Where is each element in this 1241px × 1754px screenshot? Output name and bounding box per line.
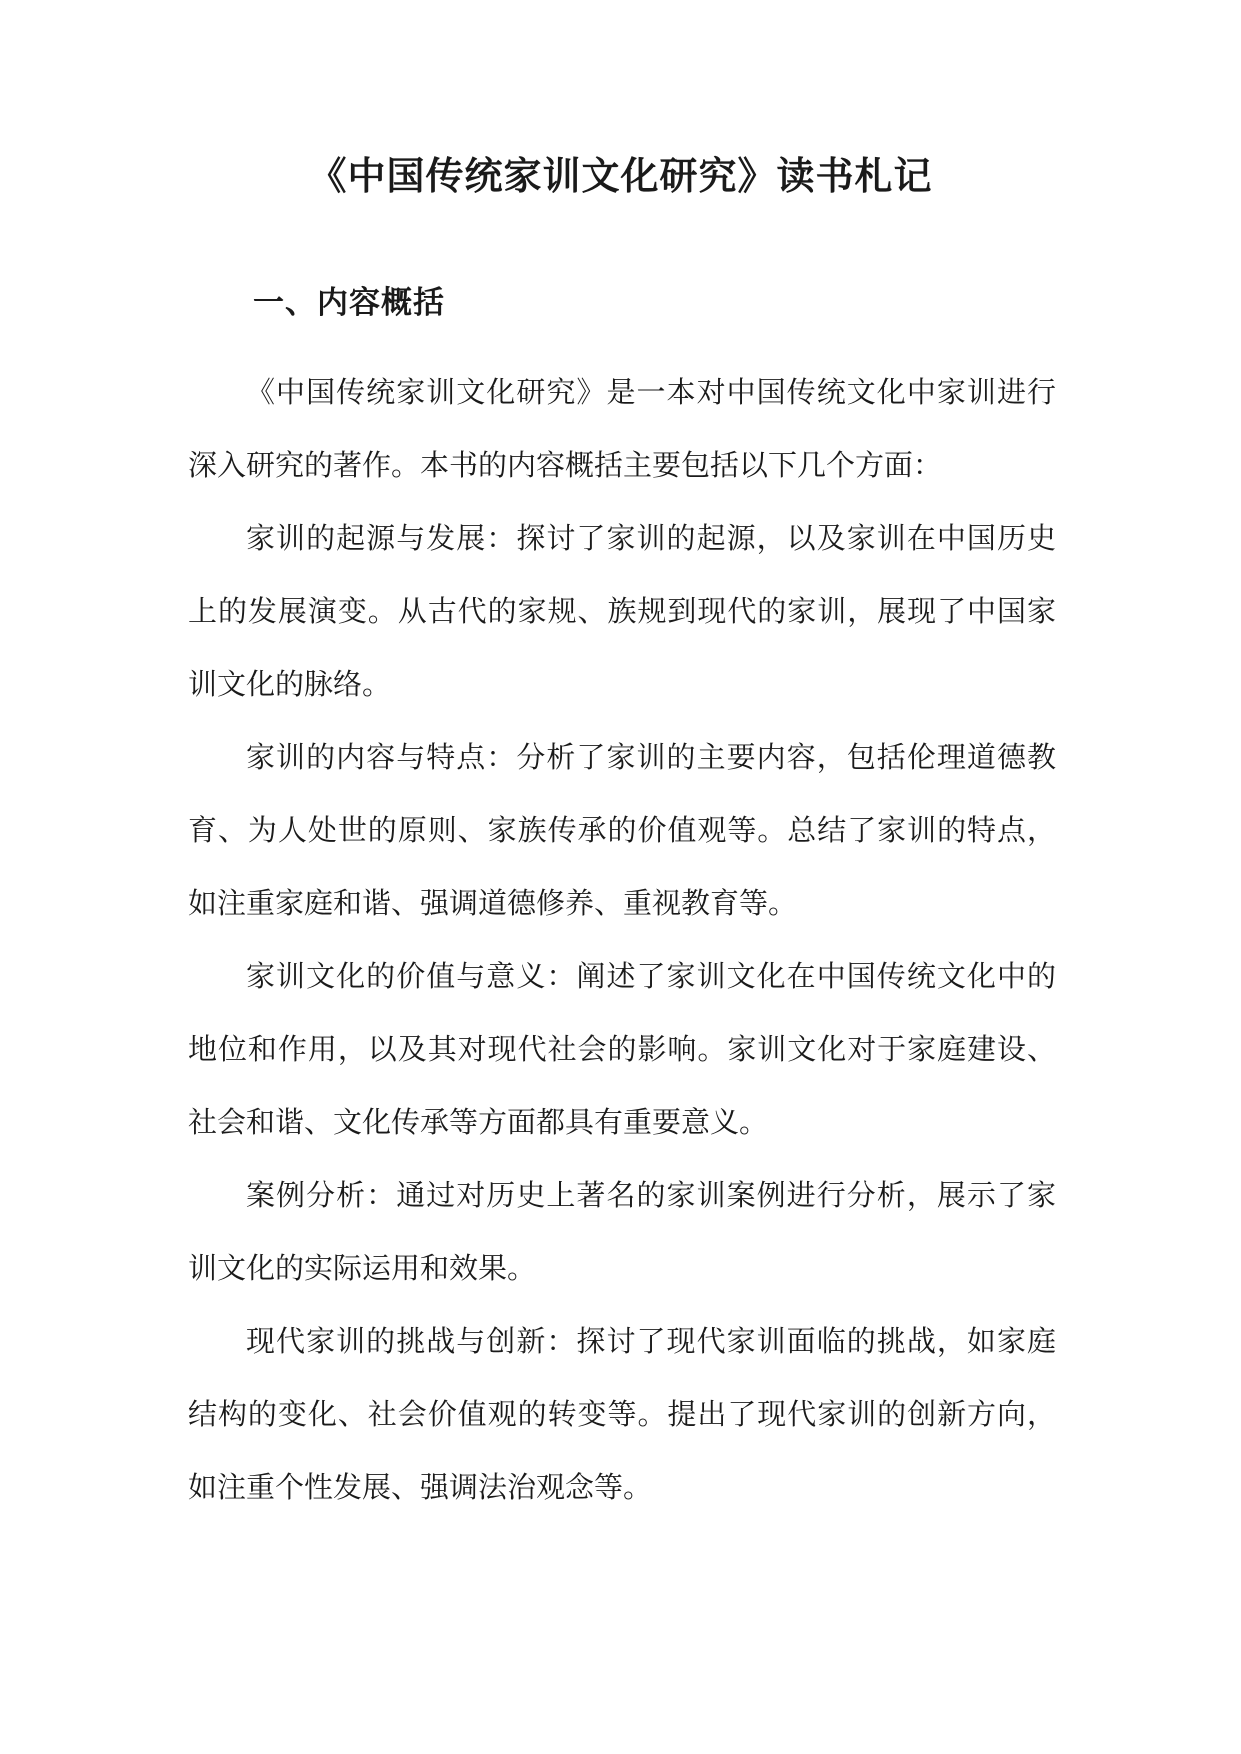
paragraph: 《中国传统家训文化研究》是一本对中国传统文化中家训进行深入研究的著作。本书的内容概括主要包括以下几个方面： [188, 375, 1056, 482]
paragraph: 家训的起源与发展：探讨了家训的起源，以及家训在中国历史上的发展演变。从古代的家规、族规到现代的家训，展现了中国家训文化的脉络。 [188, 521, 1056, 701]
document-title: 《中国传统家训文化研究》读书札记 [308, 154, 933, 198]
paragraph: 家训的内容与特点：分析了家训的主要内容，包括伦理道德教育、为人处世的原则、家族传承的价值观等。总结了家训的特点，如注重家庭和谐、强调道德修养、重视教育等。 [188, 740, 1056, 920]
document-body [188, 356, 1056, 1524]
paragraph: 家训文化的价值与意义：阐述了家训文化在中国传统文化中的地位和作用，以及其对现代社会的影响。家训文化对于家庭建设、社会和谐、文化传承等方面都具有重要意义。 [188, 959, 1056, 1139]
section-heading: 一、内容概括 [253, 285, 445, 321]
paragraph: 现代家训的挑战与创新：探讨了现代家训面临的挑战，如家庭结构的变化、社会价值观的转变等。提出了现代家训的创新方向，如注重个性发展、强调法治观念等。 [188, 1324, 1056, 1504]
paragraph: 案例分析：通过对历史上著名的家训案例进行分析，展示了家训文化的实际运用和效果。 [188, 1178, 1056, 1285]
